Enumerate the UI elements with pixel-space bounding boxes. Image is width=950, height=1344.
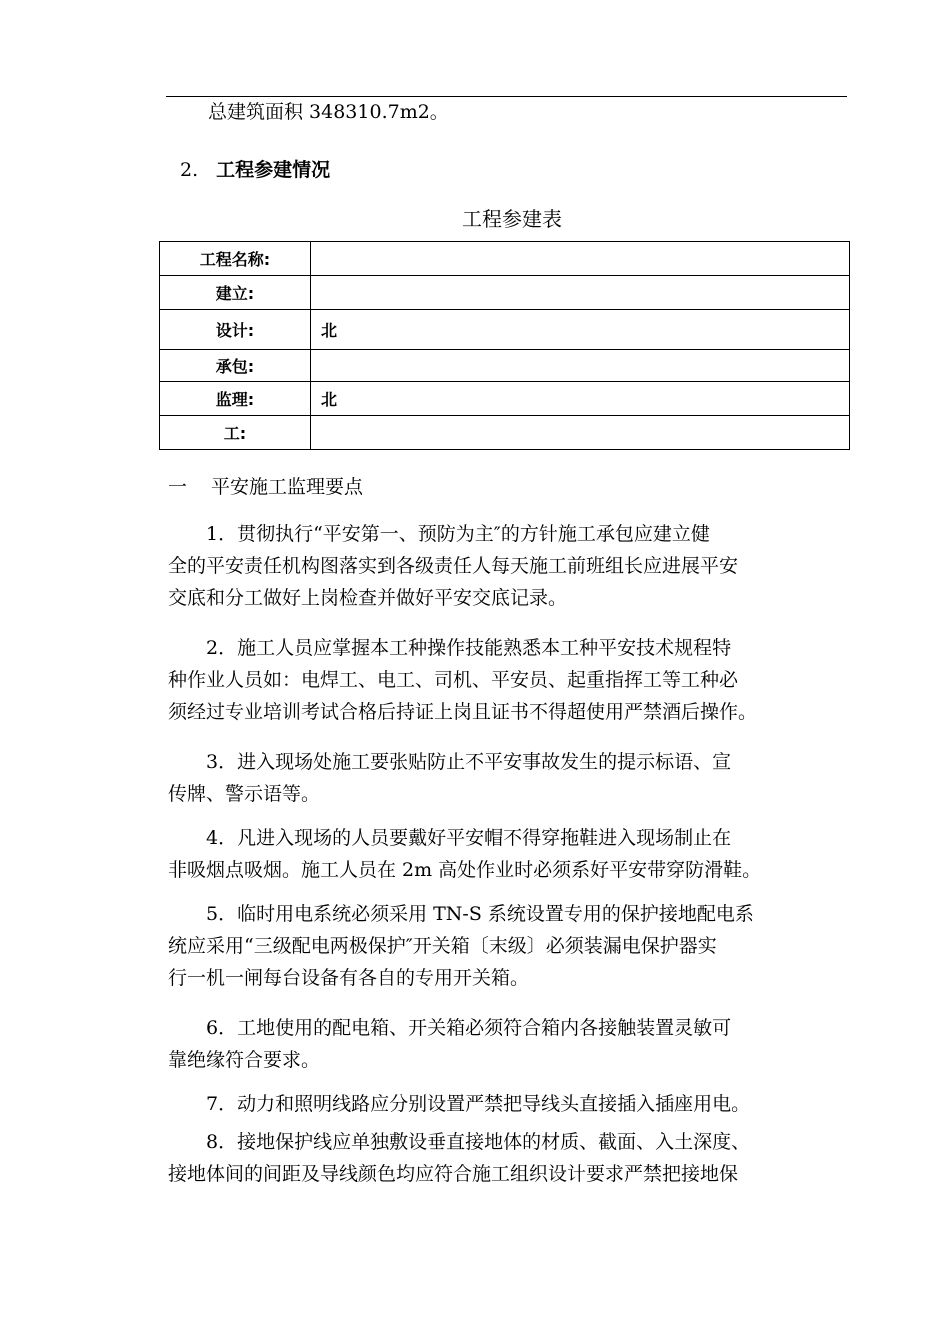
table-caption: 工程参建表 [462,207,562,231]
paragraph-1 [168,518,858,614]
row-value [311,350,850,382]
intro-line: 总建筑面积 348310.7m2。 [208,101,449,123]
project-participants-table [159,241,850,450]
row-value [311,276,850,310]
section-2-heading [180,158,330,182]
paragraph-7 [168,1088,858,1120]
paragraph-line: 接地体间的间距及导线颜色均应符合施工组织设计要求严禁把接地保 [168,1163,739,1185]
section-title: 平安施工监理要点 [211,476,364,498]
row-label: 建立: [160,276,311,310]
table-row [160,350,850,382]
paragraph-8 [168,1126,858,1190]
paragraph-line: 种作业人员如：电焊工、电工、司机、平安员、起重指挥工等工种必 [168,669,739,691]
row-value: 北 [311,382,850,416]
paragraph-line: 3．进入现场处施工要张贴防止不平安事故发生的提示标语、宣 [168,751,732,773]
paragraph-line: 统应采用“三级配电两极保护″开关箱〔末级〕必须装漏电保护器实 [168,935,717,957]
table-row [160,242,850,276]
paragraph-line: 行一机一闸每台设备有各自的专用开关箱。 [168,967,530,989]
row-value [311,242,850,276]
paragraph-3 [168,746,858,810]
paragraph-line: 5．临时用电系统必须采用 TN-S 系统设置专用的保护接地配电系 [168,903,754,925]
paragraph-line: 1．贯彻执行“平安第一、预防为主″的方针施工承包应建立健 [168,523,710,545]
table-row [160,310,850,350]
table-row [160,276,850,310]
paragraph-line: 4．凡进入现场的人员要戴好平安帽不得穿拖鞋进入现场制止在 [168,827,732,849]
paragraph-line: 传牌、警示语等。 [168,783,321,805]
section-heading [168,475,363,499]
row-value: 北 [311,310,850,350]
row-value [311,416,850,450]
row-label: 承包: [160,350,311,382]
row-label: 工程名称: [160,242,311,276]
paragraph-line: 2．施工人员应掌握本工种操作技能熟悉本工种平安技术规程特 [168,637,732,659]
paragraph-5 [168,898,858,994]
row-label: 设计: [160,310,311,350]
paragraph-6 [168,1012,858,1076]
table-row [160,416,850,450]
paragraph-line: 须经过专业培训考试合格后持证上岗且证书不得超使用严禁酒后操作。 [168,701,758,723]
header-rule [166,96,847,97]
section-2-number: 2. [180,159,199,181]
paragraph-line: 交底和分工做好上岗检查并做好平安交底记录。 [168,587,568,609]
table-row [160,382,850,416]
paragraph-line: 全的平安责任机构图落实到各级责任人每天施工前班组长应进展平安 [168,555,739,577]
paragraph-line: 非吸烟点吸烟。施工人员在 2m 高处作业时必须系好平安带穿防滑鞋。 [168,859,762,881]
paragraph-line: 8．接地保护线应单独敷设垂直接地体的材质、截面、入土深度、 [168,1131,751,1153]
paragraph-line: 靠绝缘符合要求。 [168,1049,321,1071]
paragraph-4 [168,822,858,886]
row-label: 监理: [160,382,311,416]
row-label: 工: [160,416,311,450]
section-number: 一 [168,476,188,498]
section-2-title: 工程参建情况 [216,159,331,181]
paragraph-line: 6．工地使用的配电箱、开关箱必须符合箱内各接触装置灵敏可 [168,1017,732,1039]
paragraph-line: 7．动力和照明线路应分别设置严禁把导线头直接插入插座用电。 [168,1093,751,1115]
paragraph-2 [168,632,858,728]
